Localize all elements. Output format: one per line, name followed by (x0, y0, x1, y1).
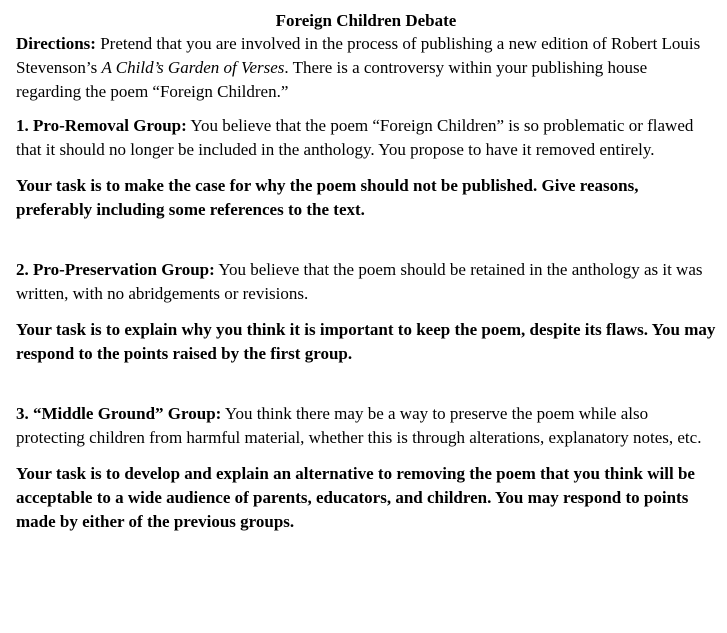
group-description: You think there may be a way to preserve the poem while also protecting children from harmful material, whether this is through alterations, explanatory notes, etc. (16, 404, 702, 447)
group-task: Your task is to make the case for why the poem should not be published. Give reasons, preferably including some references to the text. (16, 176, 639, 219)
book-title: A Child’s Garden of Verses (101, 58, 285, 77)
group-description: You believe that the poem “Foreign Children” is so problematic or flawed that it should no longer be included in the anthology. You propose to have it removed entirely. (16, 116, 694, 159)
directions-paragraph (16, 32, 716, 104)
group-task: Your task is to explain why you think it is important to keep the poem, despite its flaws. You may respond to the points raised by the first group. (16, 320, 716, 363)
document-title: Foreign Children Debate (275, 11, 457, 30)
group-section-pro-preservation (16, 258, 716, 366)
group-description: You believe that the poem should be retained in the anthology as it was written, with no abridgements or revisions. (16, 260, 703, 303)
directions-label: Directions: (16, 34, 96, 53)
group-description-paragraph (16, 258, 716, 306)
group-section-middle-ground (16, 402, 716, 534)
group-task: Your task is to develop and explain an alternative to removing the poem that you think will be acceptable to a wide audience of parents, educators, and children. You may respond to points made by either of the previous groups. (16, 464, 695, 531)
group-heading: 1. Pro-Removal Group: (16, 116, 187, 135)
group-section-pro-removal (16, 114, 716, 222)
group-heading: 3. “Middle Ground” Group: (16, 404, 222, 423)
document (16, 10, 716, 534)
group-description-paragraph (16, 114, 716, 162)
group-heading: 2. Pro-Preservation Group: (16, 260, 215, 279)
directions-text-after: . There is a controversy within your publishing house regarding the poem “Foreign Children.” (16, 58, 648, 101)
directions-text-before: Pretend that you are involved in the process of publishing a new edition of Robert Louis Stevenson’s (16, 34, 701, 77)
group-description-paragraph (16, 402, 716, 450)
